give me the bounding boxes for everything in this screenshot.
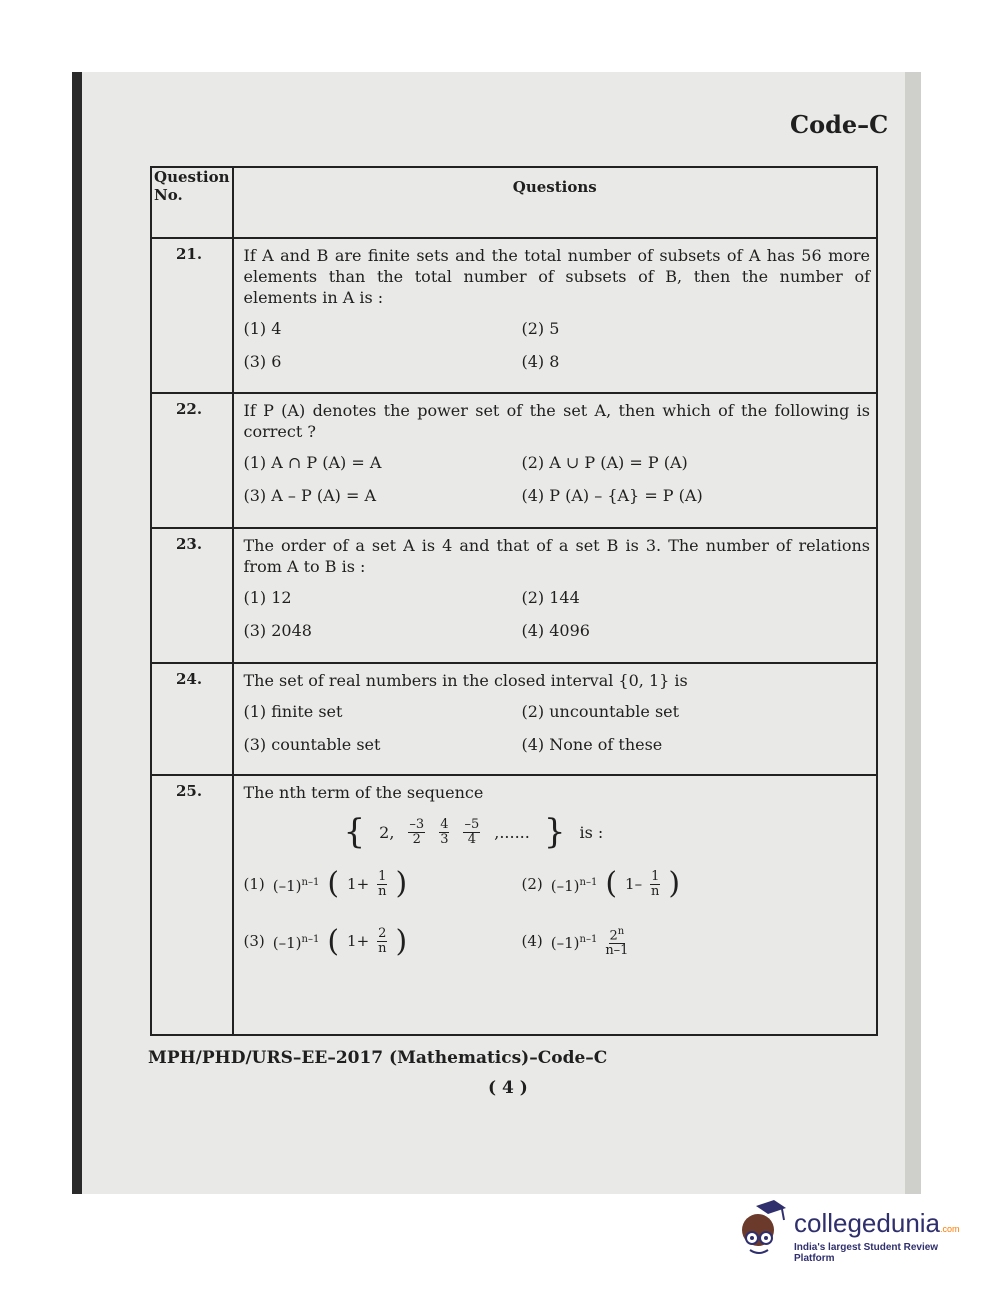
options [244, 318, 871, 372]
question-number: 22. [151, 393, 233, 528]
sequence-first-term: 2, [379, 822, 395, 842]
column-header-question-no: Question No. [151, 167, 233, 238]
option-2: (2) uncountable set [521, 702, 680, 721]
question-body [233, 238, 878, 393]
sequence-ellipsis: ,...... [494, 822, 530, 842]
option-2: (2) A ∪ P (A) = P (A) [521, 453, 688, 472]
page-number: ( 4 ) [488, 1078, 528, 1098]
question-table [150, 166, 878, 1036]
question-body [233, 663, 878, 775]
question-number: 23. [151, 528, 233, 663]
question-text: If P (A) denotes the power set of the set A, then which of the following is correct ? [243, 401, 870, 441]
sequence-expression [343, 812, 871, 852]
option-4: (4) 4096 [521, 621, 590, 640]
question-text: The nth term of the sequence [243, 783, 484, 802]
option-3: (3) 6 [243, 352, 282, 371]
sequence-term: $\frac{-3}{2}$ [409, 816, 425, 847]
option-3: (3) $(-1)^{n-1}$ ( 1+ $\frac{2}{n}$ ) [243, 923, 408, 959]
option-4: (4) $(-1)^{n-1}$ $\frac{2^n}{n-1}$ [521, 926, 629, 959]
options [244, 452, 871, 506]
logo-tagline: India's largest Student Review Platform [794, 1242, 939, 1264]
option-2: (2) 5 [521, 319, 560, 338]
question-text: The set of real numbers in the closed interval {0, 1} is [243, 671, 688, 690]
option-1: (1) 12 [243, 588, 292, 607]
options [244, 701, 871, 755]
option-1: (1) finite set [243, 702, 343, 721]
question-number: 24. [151, 663, 233, 775]
column-header-questions: Questions [233, 167, 878, 238]
option-1: (1) 4 [243, 319, 282, 338]
question-row [151, 238, 877, 393]
option-3: (3) 2048 [243, 621, 312, 640]
scan-right-edge [905, 72, 921, 1194]
paper-code: Code–C [790, 110, 889, 139]
option-1: (1) A ∩ P (A) = A [243, 453, 382, 472]
exam-footer: MPH/PHD/URS–EE–2017 (Mathematics)–Code–C [148, 1048, 608, 1068]
scan-left-edge [72, 72, 82, 1194]
logo-wordmark: collegedunia.com [794, 1208, 960, 1238]
question-text: If A and B are finite sets and the total number of subsets of A has 56 more elements than the total number of subsets of B, then the number of elements in A is : [243, 246, 870, 307]
options [243, 866, 871, 959]
option-4: (4) None of these [521, 735, 663, 754]
sequence-is: is : [579, 822, 604, 842]
student-mascot-icon [738, 1200, 790, 1256]
option-4: (4) 8 [521, 352, 560, 371]
question-text: The order of a set A is 4 and that of a set B is 3. The number of relations from A to B is : [243, 536, 870, 576]
options [244, 587, 871, 641]
option-3: (3) A – P (A) = A [243, 486, 376, 505]
sequence-term: $\frac{4}{3}$ [440, 816, 449, 847]
close-brace: } [543, 812, 566, 852]
question-body [233, 775, 878, 1035]
open-brace: { [343, 812, 366, 852]
collegedunia-logo [738, 1200, 968, 1264]
option-2: (2) 144 [521, 588, 580, 607]
question-number: 21. [151, 238, 233, 393]
option-2: (2) $(-1)^{n-1}$ ( 1– $\frac{1}{n}$ ) [521, 866, 681, 901]
sequence-term: $\frac{-5}{4}$ [464, 816, 480, 847]
question-number: 25. [151, 775, 233, 1035]
question-row [151, 393, 877, 528]
question-body [233, 393, 878, 528]
question-row [151, 528, 877, 663]
option-4: (4) P (A) – {A} = P (A) [521, 486, 703, 505]
question-row [151, 775, 877, 1035]
option-1: (1) $(-1)^{n-1}$ ( 1+ $\frac{1}{n}$ ) [243, 866, 408, 901]
question-body [233, 528, 878, 663]
question-row [151, 663, 877, 775]
option-3: (3) countable set [243, 735, 381, 754]
